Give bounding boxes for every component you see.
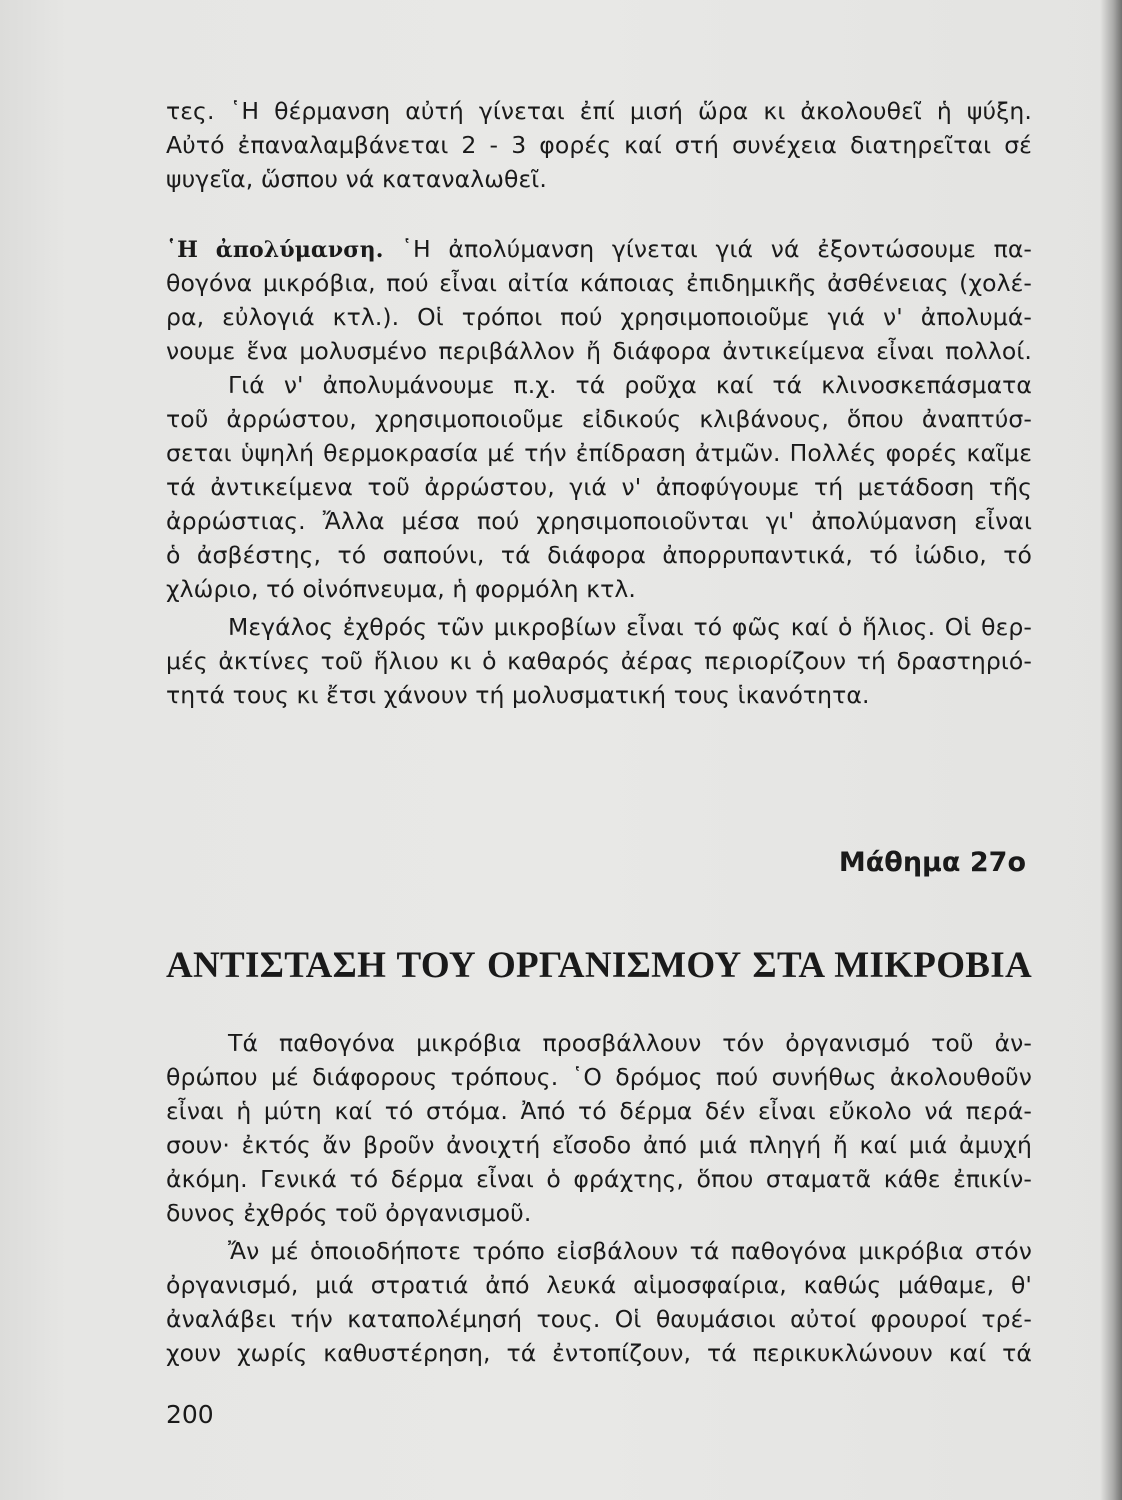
text-line: ἀρρώστιας. Ἄλλα μέσα πού χρησιμοποιοῦνται γι' ἀπολύμανση εἶναι xyxy=(166,507,1032,535)
text-line: σουν· ἐκτός ἄν βροῦν ἀνοιχτή εἴσοδο ἀπό μιά πληγή ἤ καί μιά ἀμυχή xyxy=(166,1131,1032,1159)
text-line: τες. ῾Η θέρμανση αὐτή γίνεται ἐπί μισή ὥρα κι ἀκολουθεῖ ἡ ψύξη. xyxy=(166,97,1032,125)
text-line: εἶναι ἡ μύτη καί τό στόμα. Ἀπό τό δέρμα δέν εἶναι εὔκολο νά περά- xyxy=(166,1097,1032,1125)
text-line: τητά τους κι ἔτσι χάνουν τή μολυσματική τους ἱκανότητα. xyxy=(166,681,870,709)
text-line: Αὐτό ἐπαναλαμβάνεται 2 - 3 φορές καί στή συνέχεια διατηρεῖται σέ xyxy=(166,131,1032,159)
text-line: θρώπου μέ διάφορους τρόπους. ῾Ο δρόμος πού συνήθως ἀκολουθοῦν xyxy=(166,1063,1032,1091)
text-line: ὀργανισμό, μιά στρατιά ἀπό λευκά αἱμοσφαίρια, καθώς μάθαμε, θ' xyxy=(166,1271,1032,1299)
text-line: τοῦ ἀρρώστου, χρησιμοποιοῦμε εἰδικούς κλιβάνους, ὅπου ἀναπτύσ- xyxy=(166,405,1032,433)
text-line: νουμε ἕνα μολυσμένο περιβάλλον ἤ διάφορα ἀντικείμενα εἶναι πολλοί. xyxy=(166,337,1032,365)
text-line: Γιά ν' ἀπολυμάνουμε π.χ. τά ροῦχα καί τά κλινοσκεπάσματα xyxy=(228,371,1032,399)
text-line: ρα, εὐλογιά κτλ.). Οἱ τρόποι πού χρησιμοποιοῦμε γιά ν' ἀπολυμά- xyxy=(166,303,1032,331)
text-run: ῾Η ἀπολύμανση γίνεται γιά νά ἐξοντώσουμε πα- xyxy=(383,235,1032,263)
text-line: ψυγεῖα, ὥσπου νά καταναλωθεῖ. xyxy=(166,165,547,193)
text-line: ὁ ἀσβέστης, τό σαπούνι, τά διάφορα ἀπορρυπαντικά, τό ἰώδιο, τό xyxy=(166,541,1032,569)
text-line: μές ἀκτίνες τοῦ ἥλιου κι ὁ καθαρός ἀέρας περιορίζουν τή δραστηριό- xyxy=(166,647,1032,675)
text-line: χουν χωρίς καθυστέρηση, τά ἐντοπίζουν, τά περικυκλώνουν καί τά xyxy=(166,1339,1032,1367)
lesson-label: Μάθημα 27ο xyxy=(838,847,1026,878)
text-line: Τά παθογόνα μικρόβια προσβάλλουν τόν ὀργανισμό τοῦ ἀν- xyxy=(228,1029,1032,1057)
text-line xyxy=(166,232,1032,267)
section-heading-disinfection: ῾Η ἀπολύμανση. xyxy=(166,237,384,263)
text-line: Ἄν μέ ὁποιοδήποτε τρόπο εἰσβάλουν τά παθογόνα μικρόβια στόν xyxy=(228,1237,1032,1265)
chapter-title: ΑΝΤΙΣΤΑΣΗ ΤΟΥ ΟΡΓΑΝΙΣΜΟΥ ΣΤΑ ΜΙΚΡΟΒΙΑ xyxy=(166,945,1032,986)
binding-shadow xyxy=(1100,0,1122,1500)
text-line: ἀκόμη. Γενικά τό δέρμα εἶναι ὁ φράχτης, ὅπου σταματᾶ κάθε ἐπικίν- xyxy=(166,1165,1032,1193)
text-line: ἀναλάβει τήν καταπολέμησή τους. Οἱ θαυμάσιοι αὐτοί φρουροί τρέ- xyxy=(166,1305,1032,1333)
text-line: Μεγάλος ἐχθρός τῶν μικροβίων εἶναι τό φῶς καί ὁ ἥλιος. Οἱ θερ- xyxy=(228,613,1032,641)
text-line: δυνος ἐχθρός τοῦ ὀργανισμοῦ. xyxy=(166,1199,532,1227)
text-line: σεται ὑψηλή θερμοκρασία μέ τήν ἐπίδραση ἀτμῶν. Πολλές φορές καῖμε xyxy=(166,439,1032,467)
text-line: τά ἀντικείμενα τοῦ ἀρρώστου, γιά ν' ἀποφύγουμε τή μετάδοση τῆς xyxy=(166,473,1032,501)
page-number: 200 xyxy=(166,1400,214,1429)
text-line: χλώριο, τό οἰνόπνευμα, ἡ φορμόλη κτλ. xyxy=(166,575,636,603)
text-line: θογόνα μικρόβια, πού εἶναι αἰτία κάποιας ἐπιδημικῆς ἀσθένειας (χολέ- xyxy=(166,269,1032,297)
